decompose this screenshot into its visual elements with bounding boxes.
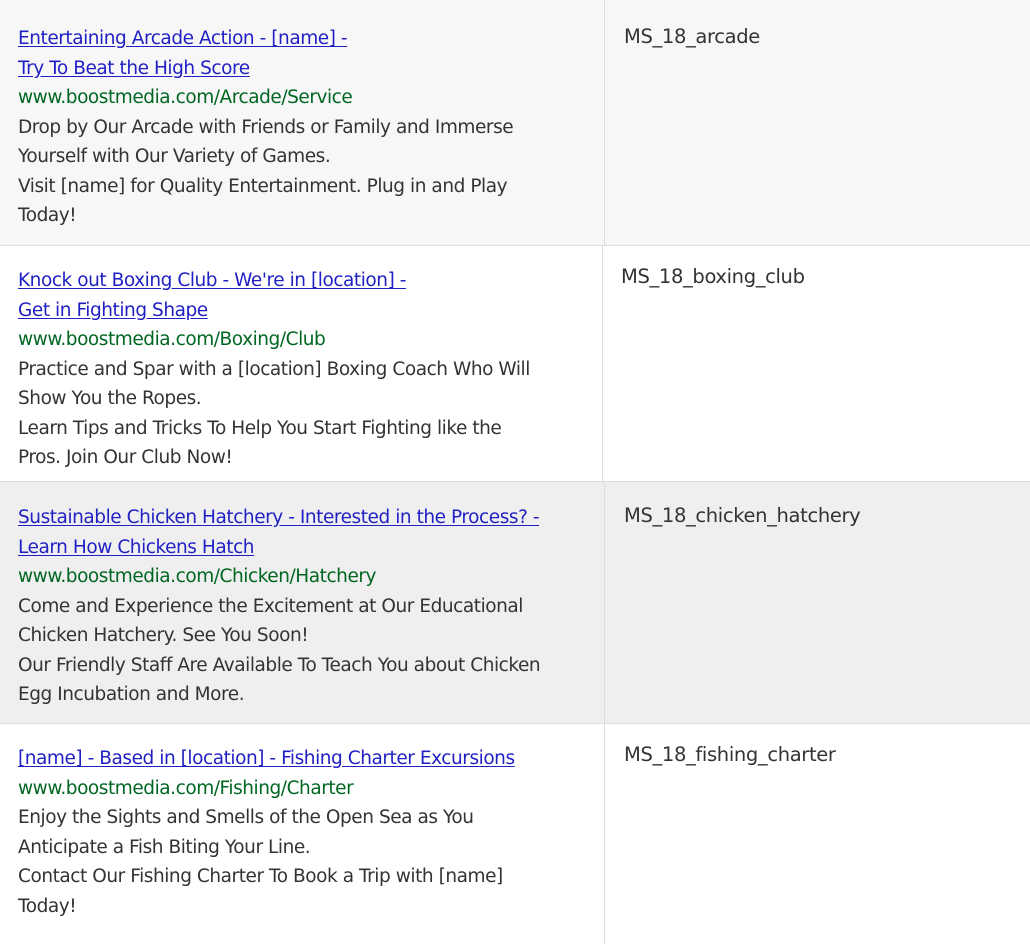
ad-headline-link[interactable]: Get in Fighting Shape (18, 299, 208, 321)
ad-description-line: Show You the Ropes. (18, 388, 202, 409)
ad-display-url: www.boostmedia.com/Fishing/Charter (18, 777, 354, 799)
ad-headline-link[interactable]: [name] - Based in [location] - Fishing Charter Excursions (18, 748, 515, 769)
ad-description-line: Today! (18, 895, 77, 917)
ad-id-cell: MS_18_boxing_club (621, 265, 805, 288)
ad-description-line: Our Friendly Staff Are Available To Teach You about Chicken (18, 654, 541, 676)
ad-display-url: www.boostmedia.com/Chicken/Hatchery (18, 566, 377, 587)
table-row (0, 246, 1030, 482)
ad-headline-link[interactable]: Knock out Boxing Club - We're in [location] - (18, 270, 406, 291)
ad-description-line: Yourself with Our Variety of Games. (18, 146, 331, 167)
ad-description-line: Practice and Spar with a [location] Boxing Coach Who Will (18, 358, 530, 380)
ad-id-cell: MS_18_arcade (624, 25, 760, 48)
ad-headline-link[interactable]: Try To Beat the High Score (18, 57, 250, 79)
ad-display-url: www.boostmedia.com/Arcade/Service (18, 87, 353, 108)
ad-description-line: Chicken Hatchery. See You Soon! (18, 625, 309, 646)
table-row (0, 0, 1030, 246)
ad-id-cell: MS_18_chicken_hatchery (624, 504, 861, 527)
table-row (0, 724, 1030, 944)
ad-description-line: Come and Experience the Excitement at Our Educational (18, 595, 523, 617)
ad-preview-cell (0, 482, 605, 723)
ad-preview-cell (0, 724, 605, 944)
ad-description-line: Egg Incubation and More. (18, 684, 245, 705)
ad-headline-link[interactable]: Learn How Chickens Hatch (18, 536, 255, 558)
ad-description-line: Visit [name] for Quality Entertainment. Plug in and Play (18, 175, 508, 197)
ad-description-line: Anticipate a Fish Biting Your Line. (18, 836, 311, 858)
ad-display-url: www.boostmedia.com/Boxing/Club (18, 329, 326, 350)
ad-description-line: Drop by Our Arcade with Friends or Family and Immerse (18, 116, 514, 138)
ad-preview-cell (0, 246, 603, 481)
ad-description-line: Learn Tips and Tricks To Help You Start Fighting like the (18, 417, 502, 439)
ad-description-line: Enjoy the Sights and Smells of the Open Sea as You (18, 807, 474, 828)
ad-preview-cell (0, 0, 605, 245)
ad-description-line: Contact Our Fishing Charter To Book a Trip with [name] (18, 866, 503, 887)
ad-description-line: Pros. Join Our Club Now! (18, 447, 233, 468)
ad-id-cell: MS_18_fishing_charter (624, 743, 836, 766)
ad-headline-link[interactable]: Sustainable Chicken Hatchery - Interested in the Process? - (18, 507, 540, 528)
ad-headline-link[interactable]: Entertaining Arcade Action - [name] - (18, 28, 348, 49)
ad-description-line: Today! (18, 205, 77, 226)
table-row (0, 482, 1030, 724)
